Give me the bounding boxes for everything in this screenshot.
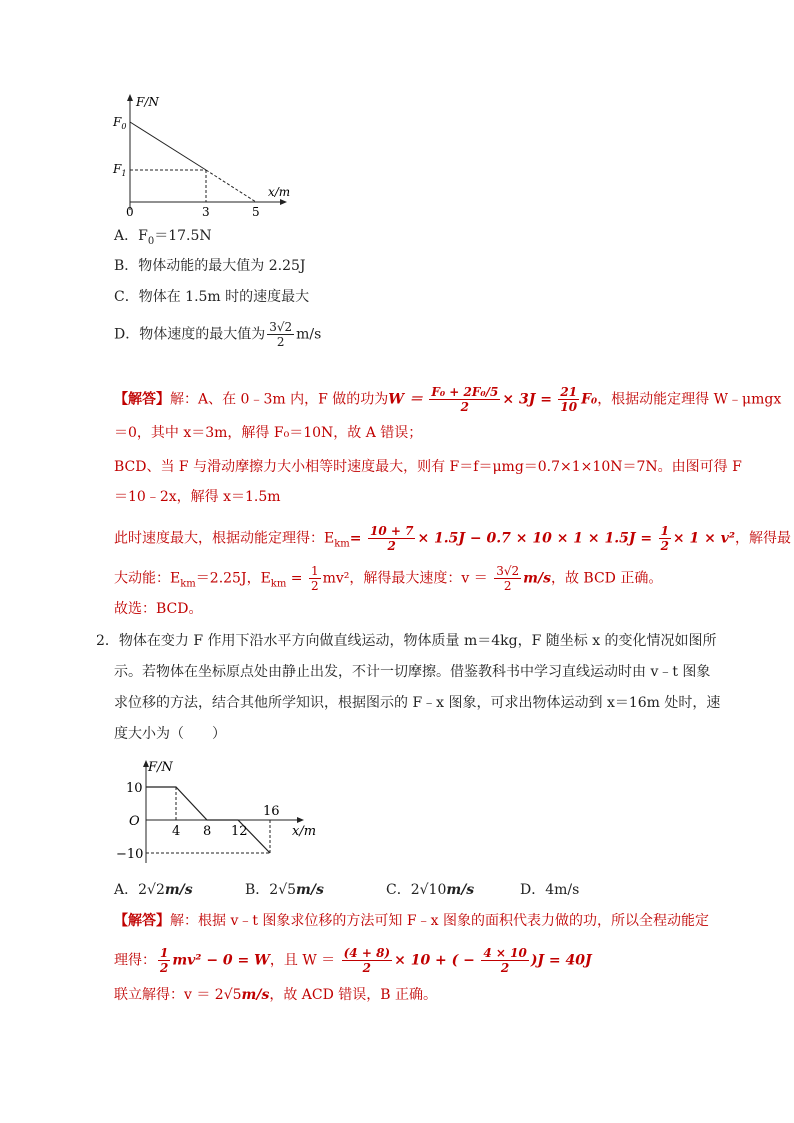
g1-f1-label: $F_1$ [113, 162, 127, 178]
graph-1 [105, 92, 305, 222]
q2-option-d: D．4m/s [520, 882, 580, 898]
g2-x-12: 12 [231, 824, 248, 839]
q1-answer-line-2: ＝0，其中 x＝3m，解得 F₀＝10N，故 A 错误； [114, 425, 423, 441]
q2-answer-line-1: 【解答】解：根据 v﹣t 图象求位移的方法可知 F﹣x 图象的面积代表力做的功，所以全程动能定 [114, 913, 709, 929]
q2-stem-line-4: 度大小为（ ） [114, 726, 226, 742]
q2-option-b: B．2√5m/s [245, 882, 324, 898]
q2-answer-line-3: 联立解得：v ＝ 2√5m/s，故 ACD 错误，B 正确。 [114, 987, 438, 1003]
g1-x-3: 3 [202, 205, 210, 219]
q1-answer-line-7: 故选：BCD。 [114, 601, 203, 617]
q2-stem-line-1: 2．物体在变力 F 作用下沿水平方向做直线运动，物体质量 m＝4kg，F 随坐标 x 的变化情况如图所 [96, 633, 717, 649]
g2-y-m10: −10 [116, 847, 144, 862]
g2-x-label: x/m [292, 824, 317, 839]
g1-y-label: F/N [136, 95, 159, 109]
g2-x-arrow [297, 817, 304, 823]
g1-solid-line [130, 122, 206, 170]
g1-x-5: 5 [252, 205, 260, 219]
q1-option-a: A．$F_0=17.5N$ [114, 228, 212, 247]
q2-stem-line-3: 求位移的方法，结合其他所学知识，根据图示的 F﹣x 图象，可求出物体运动到 x＝16m 处时，速 [114, 695, 721, 711]
q1-answer-line-4: ＝10﹣2x，解得 x＝1.5m [114, 489, 281, 505]
q1-option-d: D．物体速度的最大值为 $\frac{3√2}{2}$ m/s [114, 320, 322, 349]
graph-2 [112, 755, 332, 867]
q1-option-c: C．物体在 1.5m 时的速度最大 [114, 289, 310, 305]
q1-answer-line-3: BCD、当 F 与滑动摩擦力大小相等时速度最大，则有 F＝f＝μmg＝0.7×1×10N＝7N。由图可得 F [114, 459, 742, 475]
g2-x-8: 8 [203, 824, 212, 839]
g2-x-4: 4 [172, 824, 181, 839]
g1-x-label: x/m [268, 185, 291, 199]
q1-answer-line-6: 大动能：$E_{km}=2.25J$，$E_{km}$ = $\frac{1}{2}$ mv²，解得最大速度：v ＝ $\frac{3√2}{2}$ m/s，故 BCD 正确。 [114, 564, 663, 593]
g1-f0-label: $F_0$ [113, 115, 127, 131]
q2-stem-line-2: 示。若物体在坐标原点处由静止出发，不计一切摩擦。借鉴教科书中学习直线运动时由 v﹣t 图象 [114, 664, 711, 680]
g2-y-0: O [129, 814, 140, 829]
q2-option-a: A．2√2m/s [114, 882, 193, 898]
g1-x-arrow [280, 199, 287, 205]
q1-answer-line-5: 此时速度最大，根据动能定理得：$E_{km}=$ $\frac{10 + 7}{2}$ × 1.5J − 0.7 × 10 × 1 × 1.5J = $\frac{1}{2}$ × 1 × v²，解得最 [114, 524, 792, 553]
q2-answer-line-2: 理得： $\frac{1}{2}$ mv² − 0 = W，且 W ＝ $\frac{(4 + 8)}{2}$ × 10 + ( − $\frac{4 \times 10}{2}$ )J = 40J [114, 946, 592, 975]
g1-x-0: 0 [126, 205, 134, 219]
g1-dashed-line [206, 170, 256, 202]
g2-y-label: F/N [148, 760, 173, 775]
g1-y-arrow [127, 94, 133, 101]
q1-option-b: B．物体动能的最大值为 2.25J [114, 258, 306, 274]
q1-answer-line-1: 【解答】解：A、在 0﹣3m 内，F 做的功为W ＝ $\frac{\text{F₀ + 2F₀/5}}{2}$ × 3J = $\frac{21}{10}$ F₀，根据动能定理得 W﹣μmgx [114, 385, 782, 414]
g2-x-16: 16 [263, 804, 280, 819]
q2-option-c: C．2√10m/s [386, 882, 475, 898]
g2-y-10: 10 [126, 781, 143, 796]
